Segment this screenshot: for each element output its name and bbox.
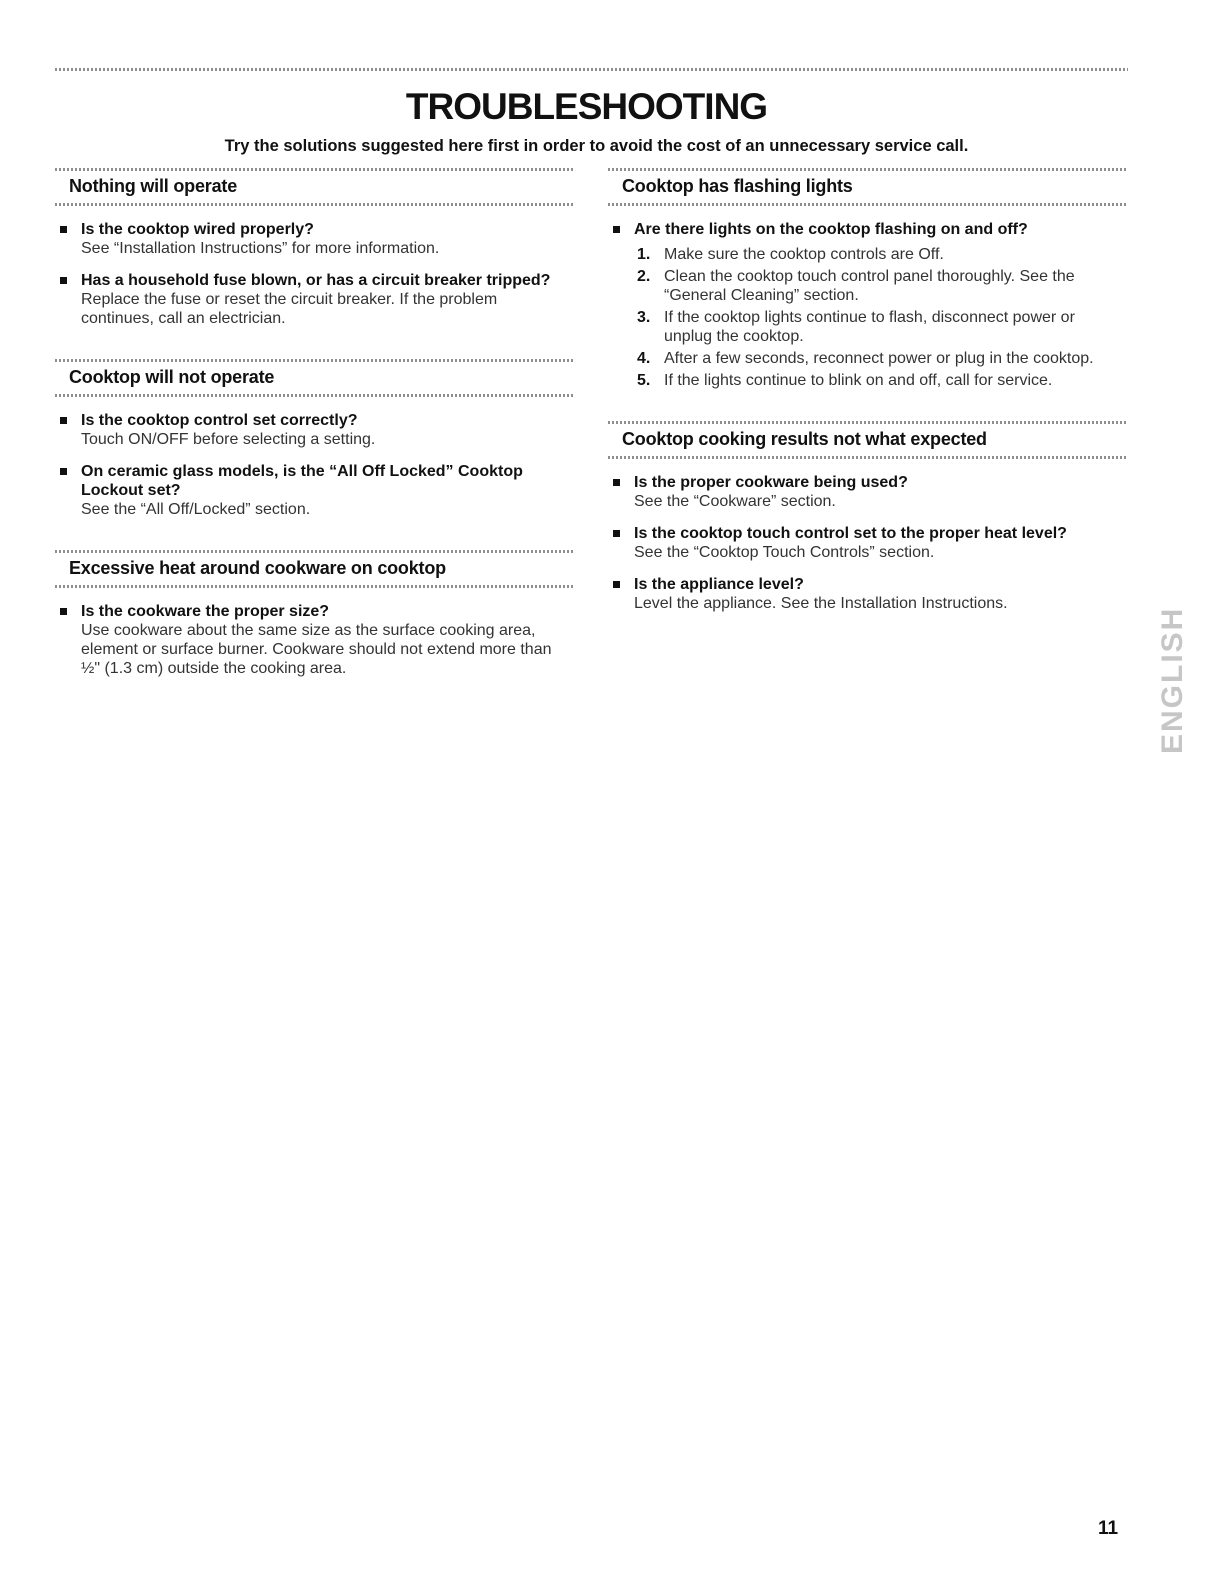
section-items (55, 206, 573, 349)
section-title: Cooktop cooking results not what expected (622, 429, 987, 449)
list-item (608, 220, 1126, 390)
section-rule (55, 168, 573, 171)
item-answer: See “Installation Instructions” for more information. (81, 240, 440, 257)
item-answer: See the “Cooktop Touch Controls” section. (634, 544, 935, 561)
section-rule (608, 203, 1126, 206)
item-question: Has a household fuse blown, or has a circuit breaker tripped? (81, 272, 551, 289)
step-text: If the lights continue to blink on and off, call for service. (664, 372, 1053, 389)
section-items (608, 459, 1126, 634)
bullet-icon (613, 530, 620, 537)
step-item (634, 349, 1126, 368)
list-item (608, 575, 1126, 613)
step-number: 2. (637, 268, 651, 285)
section-rule (55, 203, 573, 206)
bullet-icon (613, 479, 620, 486)
step-item (634, 371, 1126, 390)
step-item (634, 308, 1126, 346)
step-item (634, 267, 1126, 305)
section-rule (55, 359, 573, 362)
item-question: Is the cooktop control set correctly? (81, 412, 358, 429)
list-item (55, 220, 573, 258)
top-rule (55, 68, 1128, 71)
list-item (55, 462, 573, 519)
section-rule (608, 456, 1126, 459)
list-item (55, 271, 573, 328)
bullet-icon (613, 226, 620, 233)
section-nothing-will-operate (55, 168, 573, 349)
step-number: 4. (637, 350, 651, 367)
item-answer: Use cookware about the same size as the surface cooking area, element or surface burner. Cookware should not extend more than ½" (1.3 cm) outside the cooking area. (81, 622, 552, 677)
language-side-tab: ENGLISH (1156, 606, 1189, 754)
section-title: Cooktop has flashing lights (622, 176, 853, 196)
section-title: Excessive heat around cookware on cooktop (69, 558, 446, 578)
step-number: 3. (637, 309, 651, 326)
section-flashing-lights (608, 168, 1126, 411)
section-rule (55, 585, 573, 588)
item-question: Is the appliance level? (634, 576, 804, 593)
step-text: Clean the cooktop touch control panel thoroughly. See the “General Cleaning” section. (664, 268, 1075, 304)
step-number: 1. (637, 246, 651, 263)
section-title: Cooktop will not operate (69, 367, 275, 387)
step-text: If the cooktop lights continue to flash, disconnect power or unplug the cooktop. (664, 309, 1075, 345)
section-items (608, 206, 1126, 411)
item-answer: Level the appliance. See the Installation Instructions. (634, 595, 1008, 612)
section-items (55, 397, 573, 540)
page-title: TROUBLESHOOTING (405, 86, 768, 127)
bullet-icon (60, 608, 67, 615)
item-question: Are there lights on the cooktop flashing on and off? (634, 221, 1028, 238)
item-answer: Replace the fuse or reset the circuit breaker. If the problem continues, call an electrician. (81, 291, 498, 327)
bullet-icon (60, 277, 67, 284)
page-subtitle: Try the solutions suggested here first in order to avoid the cost of an unnecessary service call. (224, 137, 969, 155)
list-item (608, 524, 1126, 562)
step-number: 5. (637, 372, 651, 389)
section-rule (55, 550, 573, 553)
page-number: 11 (1098, 1518, 1119, 1539)
step-text: Make sure the cooktop controls are Off. (664, 246, 944, 263)
step-item (634, 245, 1126, 264)
numbered-steps (634, 245, 1126, 390)
item-answer: See the “All Off/Locked” section. (81, 501, 311, 518)
left-column (55, 168, 573, 709)
section-rule (608, 168, 1126, 171)
item-question: Is the cooktop wired properly? (81, 221, 314, 238)
right-column (608, 168, 1126, 644)
bullet-icon (613, 581, 620, 588)
item-question: Is the proper cookware being used? (634, 474, 908, 491)
item-answer: See the “Cookware” section. (634, 493, 836, 510)
section-rule (55, 394, 573, 397)
list-item (55, 602, 573, 678)
section-rule (608, 421, 1126, 424)
section-excessive-heat (55, 550, 573, 699)
section-cooktop-will-not-operate (55, 359, 573, 540)
bullet-icon (60, 417, 67, 424)
item-question: Is the cooktop touch control set to the proper heat level? (634, 525, 1067, 542)
bullet-icon (60, 468, 67, 475)
list-item (608, 473, 1126, 511)
section-items (55, 588, 573, 699)
item-question: On ceramic glass models, is the “All Off Locked” Cooktop Lockout set? (81, 463, 523, 499)
item-answer: Touch ON/OFF before selecting a setting. (81, 431, 376, 448)
list-item (55, 411, 573, 449)
item-question: Is the cookware the proper size? (81, 603, 330, 620)
section-title: Nothing will operate (69, 176, 238, 196)
bullet-icon (60, 226, 67, 233)
step-text: After a few seconds, reconnect power or plug in the cooktop. (664, 350, 1094, 367)
section-cooking-results (608, 421, 1126, 634)
